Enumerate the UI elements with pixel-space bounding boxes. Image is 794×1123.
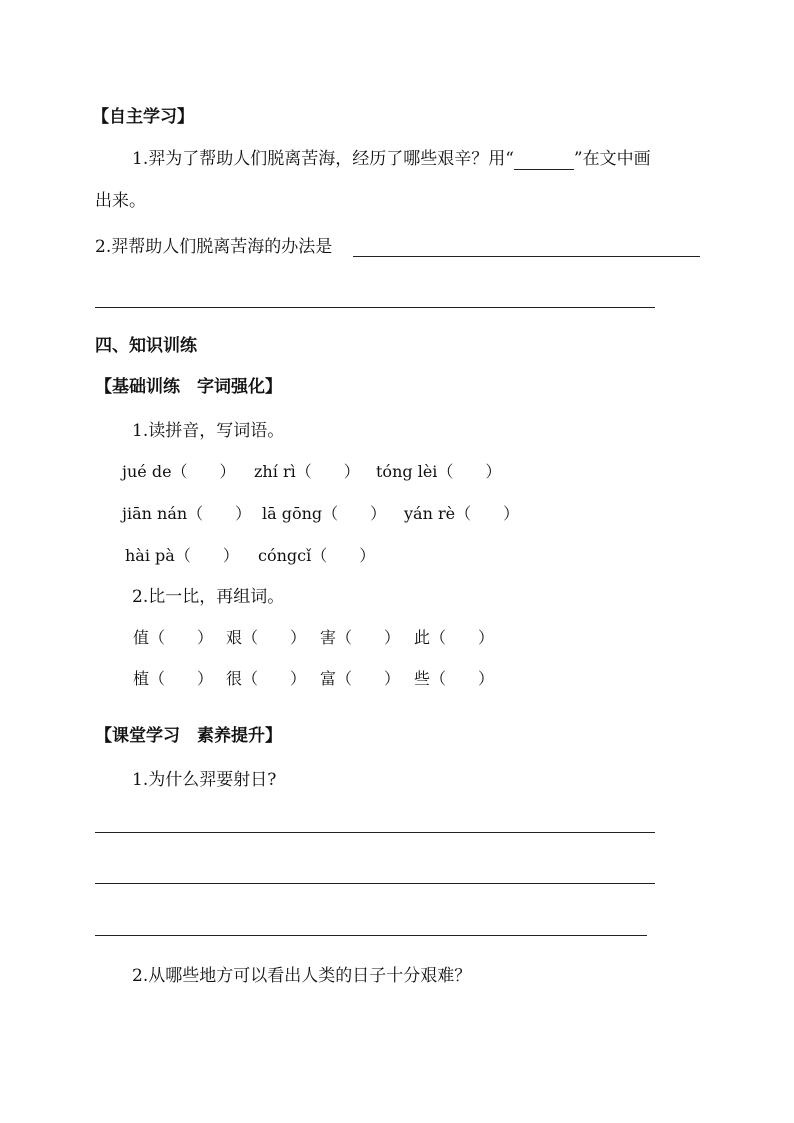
pinyin-item: lā gōng（ ） (262, 504, 387, 523)
pinyin-item: tóng lèi（ ） (376, 462, 502, 481)
question-1-text-after: ”在文中画 (573, 149, 651, 169)
pinyin-item: hài pà（ ） (125, 546, 239, 565)
compare-item: 些（ ） (414, 669, 495, 688)
self-study-heading: 【自主学习】 (92, 107, 194, 127)
basic-training-heading: 【基础训练 字词强化】 (95, 377, 282, 397)
answer-line[interactable] (95, 883, 655, 884)
class-study-question-2: 2.从哪些地方可以看出人类的日子十分艰难？ (132, 966, 472, 986)
basic-training-question-2: 2.比一比，再组词。 (132, 587, 285, 607)
answer-line[interactable] (95, 832, 655, 833)
compare-item: 很（ ） (226, 669, 307, 688)
answer-line[interactable] (95, 307, 655, 308)
self-study-question-2: 2.羿帮助人们脱离苦海的办法是 (95, 237, 333, 257)
compare-item: 富（ ） (320, 669, 401, 688)
pinyin-item: jué de（ ） (122, 462, 236, 481)
pinyin-item: jiān nán（ ） (122, 504, 252, 523)
compare-item: 此（ ） (414, 628, 495, 647)
pinyin-item: cóngcǐ（ ） (258, 546, 376, 565)
compare-item: 值（ ） (133, 628, 214, 647)
compare-item: 植（ ） (133, 669, 214, 688)
pinyin-item: zhí rì（ ） (254, 462, 360, 481)
answer-line[interactable] (95, 935, 647, 936)
class-study-question-1: 1.为什么羿要射日? (132, 770, 277, 790)
basic-training-question-1: 1.读拼音，写词语。 (132, 421, 285, 441)
compare-item: 艰（ ） (226, 628, 307, 647)
underline-sample (514, 151, 574, 170)
self-study-question-1 (132, 148, 651, 170)
answer-line[interactable] (353, 256, 700, 257)
compare-item: 害（ ） (320, 628, 401, 647)
pinyin-item: yán rè（ ） (404, 504, 520, 523)
self-study-question-1-continuation: 出来。 (95, 191, 146, 211)
section-4-title: 四、知识训练 (95, 336, 197, 356)
class-study-heading: 【课堂学习 素养提升】 (95, 726, 282, 746)
question-1-text-before: 1.羿为了帮助人们脱离苦海，经历了哪些艰辛？用“ (132, 149, 514, 169)
